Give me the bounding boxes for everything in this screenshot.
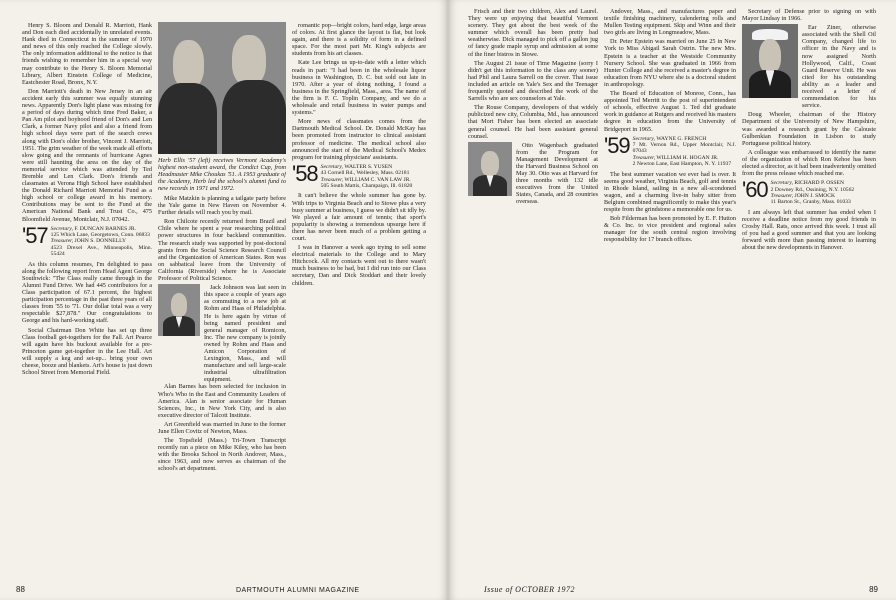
paragraph: The Rouse Company, developers of that widely publicized new city, Columbia, Md., has announced that Mort Fisher has been elected an associate general counsel. He had been assistant general counsel. — [468, 104, 598, 140]
naval-officer-photo — [742, 24, 798, 98]
secretary-address: 2 Downey Rd., Ossining, N.Y. 10562 — [770, 186, 855, 193]
treasurer-address: 4523 Drexel Ave., Minneapolis, Minn. 55424 — [50, 244, 152, 258]
paragraph: A colleague was embarrassed to identify the name of the organization of which Ron Kehoe has been elected a director, as it had been inadvertently omitted from the press release which reached me. — [742, 148, 876, 178]
secretary-label: Secretary, — [50, 225, 73, 232]
magazine-footer: DARTMOUTH ALUMNI MAGAZINE — [236, 587, 360, 594]
right-page — [448, 0, 896, 600]
secretary-label: Secretary, — [632, 135, 655, 142]
paragraph: Ron Chilcote recently returned from Brazil and Chile where he spent a year researching political power structures in four backland communities. The research study was supported by post-doctoral grants from the Social Science Research Council and the Organization of American States. Ron was on sabbatical leave from the University of California (Riverside) where he is Associate Professor of Political Science. — [158, 218, 286, 283]
paragraph: Ear Ziner, otherwise associated with the Shell Oil Company, changed life to officer in the Navy and is now assigned North Hollywood, Calif., Coast Guard Reserve Unit. He was cited for his outstanding ability as a leader and received a letter of commendation for his service. — [802, 24, 876, 110]
paragraph: Henry S. Bloom and Donald R. Marriott, Hank and Don each died accidentally in unrelated events. Hank died in Connecticut in the summer of 1970 and news of this only reached the College slowly. The only information additional to the notice is that friends wishing to remember him in a special way may contribute to the Henry S. Bloom Memorial Library, Albert Einstein College of Medicine, Eastchester Road, Bronx, N.Y. — [22, 22, 152, 86]
secretary-address: 43 Cornell Rd., Wellesley, Mass. 02181 — [320, 170, 410, 177]
class-57-header — [22, 222, 152, 258]
class-year: '60 — [742, 177, 768, 203]
treasurer-label: Treasurer, — [50, 238, 74, 245]
paragraph: I am always left that summer has ended when I receive a deadline notice from my good friends in Crosby Hall. Rats, once arrived this week. I trust all of you had a good summer and that you are looking forward with more than passing interest to learning about the new developments in Hanover. — [742, 208, 876, 252]
paragraph: Dr. Peter Epstein was married on June 25 in New York to Miss Abigail Sarah Ostrin. The new Mrs. Epstein is a teacher at the Westside Community Nursery School. She was graduated in 1966 from Hunter College and she received a master's degree in education from NYU where she is a doctoral student in anthropology. — [604, 38, 736, 88]
paragraph: Secretary of Defense prior to signing on with Mayor Lindsay in 1966. — [742, 8, 876, 23]
paragraph: Art Greenfield was married in June to the former June Ellen Covitz of Newton, Mass. — [158, 420, 286, 435]
paragraph: The Board of Education of Monroe, Conn., has appointed Ted Merritt to the post of superintendent of schools, effective August 1. Ted did graduate work in guidance at Rutgers and received his masters degree in education from the University of Bridgeport in 1965. — [604, 90, 736, 133]
paragraph: It can't believe the whole summer has gone by. With trips to Virginia Beach and to Stowe plus a very busy summer at business, I guess we didn't sit idly by. We played a fair amount of tennis; that sport's popularity is showing a tremendous upsurge here if there has never been much of a problem getting a court. — [292, 192, 426, 242]
paragraph: Mike Matzkin is planning a tailgate party before the Yale game in New Haven on November 4. Further details will reach you by mail. — [158, 195, 286, 217]
secretary-name: WAYNE G. FRENCH — [656, 135, 707, 142]
paragraph: The August 21 issue of Time Magazine (sorry I didn't get this information to the class any sooner) had Phil and Laura Sarrell on the cover. That issue included an article on Yale's Sex and the Teenager frequently quoted and described the work of the Sarrells who are sex counselors at Yale. — [468, 59, 598, 103]
paragraph: More news of classmates comes from the Dartmouth Medical School. Dr. Donald McKay has been promoted from instructor to clinical assistant professor of medicine. The medical school also announced the start of the Medical School's Medex program for training physicians' assistants. — [292, 118, 426, 161]
paragraph: Bob Filderman has been promoted by E. F. Hutton & Co. Inc. to vice president and regional sales manager for the south central region involving responsibility for 17 branch offices. — [604, 215, 736, 244]
treasurer-label: Treasurer, — [770, 192, 794, 199]
treasurer-address: 505 South Mattis, Champaign, Ill. 61820 — [320, 183, 413, 189]
left-col-3 — [292, 22, 426, 582]
treasurer-address: 2 Newton Lane, East Hampton, N. Y. 11937 — [632, 161, 732, 168]
paragraph: As this column resumes, I'm delighted to pass along the following report from Head Agent George Southwick: "The Class really came through in the Alumni Fund Drive. We had 445 contributors for a Class participation of 67.1 percent, the highest participation percentage in the past three years of all classes from '55 to '71. Our dollar total was a very respectable $27,878." Our congratulations to George and his hard-working staff. — [22, 260, 152, 325]
class-officers — [771, 180, 855, 206]
class-year: '58 — [292, 160, 318, 186]
page-number: 88 — [16, 585, 25, 594]
right-col-1 — [468, 8, 598, 582]
left-col-2 — [158, 22, 286, 582]
class-58-header — [292, 160, 426, 190]
treasurer-label: Treasurer, — [632, 154, 656, 161]
page-number: 89 — [869, 585, 878, 594]
paragraph: Kate Lee brings us up-to-date with a letter which reads in part: "I had been in the wholesale liquor business in Washington, D. C. but sold out late in 1970. After a year of doing nothing, I found a business in the Springfield, Mass., area. The name of the firm is F. C. Toplin Company, and we do a wholesale and retail business in water pumps and systems." — [292, 59, 426, 117]
right-col-3 — [742, 8, 876, 582]
class-officers — [633, 136, 736, 168]
treasurer-name: JOHN S. DONNELLY — [74, 238, 127, 245]
treasurer-address: 11 Barton St., Granby, Mass. 01033 — [770, 199, 851, 206]
paragraph: Doug Wheeler, chairman of the History Department of the University of New Hampshire, was awarded a research grant by the Calouste Gulbenkian Foundation in Lisbon to study Portuguese political history. — [742, 111, 876, 147]
class-officers — [51, 226, 152, 258]
treasurer-name: WILLIAM C. VAN LAW JR. — [344, 176, 411, 183]
secretary-address: 7 Mt. Vernon Rd., Upper Montclair, N.J. 07043 — [632, 142, 736, 155]
right-col-2 — [604, 8, 736, 582]
paragraph: Otto Wagenbach graduated from the Program for Management Development at the Harvard Business School on May 30. Otto was at Harvard for three months with 132 idle executives from the United States, Canada, and 28 countries overseas. — [516, 141, 598, 206]
treasurer-name: JOHN J. SMOCK — [794, 192, 836, 199]
jack-johnson-photo — [158, 284, 200, 336]
secretary-name: RICHARD P. OSSEN — [794, 180, 844, 187]
class-60-header — [742, 177, 876, 206]
paragraph: Alan Barnes has been selected for inclusion in Who's Who in the East and Community Leaders of America. Alan is senior associate for Human Sciences, Inc., in New York City, and is also executive director of Talcott Institute. — [158, 383, 286, 419]
class-year: '57 — [22, 222, 48, 248]
class-officers — [321, 164, 413, 190]
paragraph: Don Marriott's death in New Jersey in an air accident early this summer was equally stunning news. Apparently Don's light plane was missing for a period of days during which time Fred Baker, a Pan Am pilot and boyhood friend of Don's and Len Clark, a former Navy pilot and also a friend from high school days were part of the search crews along with Don's older brother, Vincent J. Marriott, 1951. The grim weather of the week made all efforts slow going and the remnants of hurricane Agnes were still haunting the area on the day of the memorial service which was attended by Ted Bremble and Len Clark. Don's friends and classmates at Verona High School have established the Donald Richard Marriott Memorial Fund as a high school or college award in his memory. Contributions may be sent to the Fund at the American National Bank and Trust Co., 475 Bloomfield Avenue, Montclair, N.J. 07042. — [22, 87, 152, 223]
treasurer-label: Treasurer, — [320, 176, 344, 183]
paragraph: Jack Johnson was last seen in this space a couple of years ago as commuting to a new job at Rohm and Haas of Philadelphia. He is here again by virtue of being named president and general manager of Romicon, Inc. The new company is jointly owned by Rohm and Haas and Amicon Corporation of Lexington, Mass., and will manufacture and sell large-scale industrial ultrafiltration equipment. — [204, 284, 286, 384]
paragraph: The best summer vacation we ever had is over. It seems good weather, Virginia Beach, golf and tennis in Rhode Island, sailing in a new all-scondoned wagon, and a charming live-in baby sitter from Belgium combined magnificently to make this year's respite from the grindstone a memorable one for us. — [604, 170, 736, 214]
paragraph: Frisch and their two children, Alex and Laurel. They were up enjoying that beautiful Vermont scenery. They got about the best week of the summer which overall has been pretty bad weatherwise. Dick managed to pick off a gallon jug of fancy grade maple syrup and admission at some of the finer bistros in Stowe. — [468, 8, 598, 58]
paragraph: Social Chairman Don White has set up three Class football get-togethers for the Fall. Art Pearce will again have his buckout available for a pre-Princeton game get-together in the Lee Hall. Art will supply a keg and set-up... bring your own cheese, booze and blankets. Art's house is just down School Street from Memorial Field. — [22, 326, 152, 377]
issue-label: Issue of OCTOBER 1972 — [484, 585, 576, 594]
class-year: '59 — [604, 132, 630, 158]
left-col-1 — [22, 22, 152, 582]
mort-fisher-photo — [468, 142, 512, 196]
herb-ellis-photo — [158, 22, 286, 154]
paragraph: The Topsfield (Mass.) Tri-Town Transcript recently ran a piece on Mike Kiley, who has been with the Brooks School in North Andover, Mass., since 1963, and now serves as chairman of the school's art department. — [158, 437, 286, 473]
photo-caption: Herb Ellis '57 (left) receives Vermont Academy's highest non-student award, the Condict Cup, from Headmaster Mike Choukas '51. A 1953 graduate of the Academy, Herb led the school's alumni fund to new records in 1971 and 1972. — [158, 157, 286, 192]
class-59-header — [604, 132, 736, 168]
paragraph: I was in Hanover a week ago trying to sell some electrical materials to the College and to Mary Hitchcock. All my contacts went out to there wasn't much business to be had, but I did run into our Class secretary, Dan and Dick Stoddart and their lovely children. — [292, 244, 426, 287]
treasurer-name: WILLIAM H. HOGAN JR. — [656, 154, 719, 161]
secretary-address: 125 Which Lane, Georgetown, Conn. 06833 — [50, 232, 150, 239]
secretary-label: Secretary, — [770, 180, 793, 187]
paragraph: romantic pop—bright colors, hard edge, large areas of colors. At first glance the layout is flat, but look again, and there is a solidity of form in a defined space. For the most part Mr. King's subjects are students from his art classes. — [292, 22, 426, 58]
secretary-name: F. DUNCAN BARNES JR. — [74, 225, 136, 232]
paragraph: Andover, Mass., and manufactures paper and textile finishing machinery, calendering rolls and Mullen Testing equipment. Skip and Winn and their two girls are living in Longmeadow, Mass. — [604, 8, 736, 37]
secretary-label: Secretary, — [320, 163, 343, 170]
secretary-name: WALTER S. YUSEN — [344, 163, 393, 170]
